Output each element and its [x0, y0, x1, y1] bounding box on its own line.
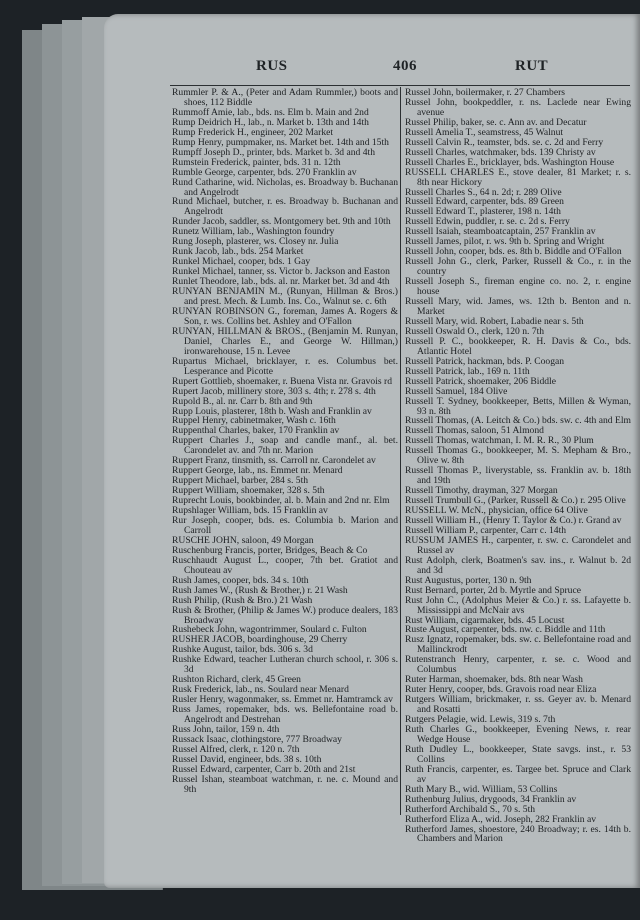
directory-entry: Russell Joseph S., fireman engine co. no. 2, r. engine house [405, 276, 631, 298]
directory-entry: Russell T. Sydney, bookkeeper, Betts, Millen & Wyman, 93 n. 8th [405, 395, 631, 417]
directory-entry: Rush James, cooper, bds. 34 s. 10th [172, 574, 309, 586]
directory-entry: Russack Isaac, clothingstore, 777 Broadway [172, 733, 342, 745]
directory-entry: Ruppert Charles J., soap and candle manf., al. bet. Carondelet av. and 7th nr. Marion [172, 435, 398, 457]
running-head-right: RUT [515, 58, 549, 74]
directory-entry: Rumble George, carpenter, bds. 270 Franklin av [172, 166, 357, 178]
directory-entry: Rutenstranch Henry, carpenter, r. se. c. Wood and Columbus [405, 654, 631, 676]
directory-entry: Rutherford Archibald S., 70 s. 5th [405, 803, 536, 815]
directory-entry: Russell Edward, carpenter, bds. 89 Green [405, 196, 564, 208]
directory-entry: Russell Patrick, shoemaker, 206 Biddle [405, 375, 556, 387]
directory-entry: Ruppert Michael, barber, 284 s. 5th [172, 475, 309, 487]
directory-entry: Russell Thomas P., liverystable, ss. Franklin av. b. 18th and 19th [405, 465, 631, 487]
directory-entry: Russell Mary, wid. James, ws. 12th b. Benton and n. Market [405, 296, 631, 317]
directory-entry: Russell Thomas G., bookkeeper, M. S. Mepham & Bro., Olive w. 8th [405, 445, 631, 467]
directory-entry: Russell Mary, wid. Robert, Labadie near s. 5th [405, 315, 584, 327]
directory-entry: Rupert Jacob, millinery store, 303 s. 4th; r. 278 s. 4th [172, 385, 376, 397]
directory-entry: Rush Philip, (Rush & Bro.) 21 Wash [172, 594, 313, 606]
directory-entry: Rupert Gottlieb, shoemaker, r. Buena Vista nr. Gravois rd [172, 375, 393, 387]
page-number: 406 [393, 58, 417, 74]
directory-entry: Ruth Francis, carpenter, es. Targee bet. Spruce and Clark av [405, 763, 631, 785]
directory-entry: Russel John, bookpeddler, r. ns. Laclede near Ewing avenue [405, 96, 631, 118]
directory-entry: Russell Amelia T., seamstress, 45 Walnut [405, 126, 564, 138]
directory-entry: Ruppert William, shoemaker, 328 s. 5th [172, 485, 325, 497]
directory-entry: Rund Catharine, wid. Nicholas, es. Broadway b. Buchanan and Angelrodt [172, 176, 398, 198]
directory-entry: Russell Trumbull G., (Parker, Russell & Co.) r. 295 Olive [405, 495, 626, 507]
directory-entry: Russ James, ropemaker, bds. ws. Bellefontaine road b. Angelrodt and Destrehan [172, 704, 398, 726]
directory-entry: Rung Joseph, plasterer, ws. Closey nr. Julia [172, 236, 339, 248]
directory-entry: Ruppert George, lab., ns. Emmet nr. Menard [172, 465, 343, 477]
directory-entry: Russell Samuel, 184 Olive [405, 385, 508, 397]
directory-entry: Runkel Michael, tanner, ss. Victor b. Jackson and Easton [172, 266, 390, 278]
directory-entry: Russel Edward, carpenter, Carr b. 20th and 21st [172, 763, 356, 775]
directory-entry: Ruppert Franz, tinsmith, ss. Carroll nr. Carondelet av [172, 455, 376, 467]
directory-entry: Russell John G., clerk, Parker, Russell & Co., r. in the country [405, 256, 631, 278]
left-column [172, 88, 398, 795]
directory-entry: Russell John, cooper, bds. es. 8th b. Biddle and O'Fallon [405, 246, 622, 258]
directory-entry: Rump Frederick H., engineer, 202 Market [172, 126, 334, 138]
directory-entry: Rusk Frederick, lab., ns. Soulard near Menard [172, 684, 349, 696]
directory-entry: Ruter Henry, cooper, bds. Gravois road near Eliza [405, 684, 597, 696]
directory-entry: Russell Charles, watchmaker, bds. 139 Christy av [405, 146, 596, 158]
directory-entry: Russel John, boilermaker, r. 27 Chambers [405, 87, 566, 98]
directory-entry: Russell James, pilot, r. ws. 9th b. Spring and Wright [405, 236, 605, 248]
directory-entry: Runetz William, lab., Washington foundry [172, 226, 335, 238]
directory-entry: Rust William, cigarmaker, bds. 45 Locust [405, 614, 565, 626]
directory-entry: Rust Adolph, clerk, Boatmen's sav. ins., r. Walnut b. 2d and 3d [405, 554, 631, 576]
directory-entry: Rund Michael, butcher, r. es. Broadway b. Buchanan and Angelrodt [172, 196, 398, 218]
directory-entry: Russell Charles S., 64 n. 2d; r. 289 Olive [405, 186, 562, 198]
directory-entry: Russell Thomas, watchman, I. M. R. R., 30 Plum [405, 435, 594, 447]
directory-entry: Russell Patrick, lab., 169 n. 11th [405, 365, 530, 377]
directory-entry: Ruprecht Louis, bookbinder, al. b. Main and 2nd nr. Elm [172, 495, 390, 507]
directory-entry: Rushebeck John, wagontrimmer, Soulard c. Fulton [172, 624, 367, 636]
directory-entry: RUSSELL W. McN., physician, office 64 Olive [405, 505, 588, 517]
directory-entry: Rump Henry, pumpmaker, ns. Market bet. 14th and 15th [172, 136, 389, 148]
directory-entry: Rusler Henry, wagonmaker, ss. Emmet nr. Hamtramck av [172, 694, 393, 706]
directory-entry: Russell Timothy, drayman, 327 Morgan [405, 485, 558, 497]
directory-entry: Rump Deidrich H., lab., n. Market b. 13th and 14th [172, 116, 369, 128]
directory-entry: Rupold B., al. nr. Carr b. 8th and 9th [172, 395, 313, 407]
directory-entry: Rushke Edward, teacher Lutheran church school, r. 306 s. 3d [172, 654, 398, 676]
directory-entry: Ruth Mary B., wid. William, 53 Collins [405, 783, 558, 795]
header-rule [170, 85, 630, 86]
directory-entry: Rushton Richard, clerk, 45 Green [172, 674, 301, 686]
directory-entry: Russell Calvin R., teamster, bds. se. c. 2d and Ferry [405, 136, 604, 148]
directory-entry: Rumstein Frederick, painter, bds. 31 n. 12th [172, 156, 341, 168]
directory-entry: Russell Isaiah, steamboatcaptain, 257 Franklin av [405, 226, 596, 238]
running-head-left: RUS [256, 58, 288, 74]
directory-entry: Rust John C., (Adolphus Meier & Co.) r. ss. Lafayette b. Mississippi and McNair avs [405, 594, 631, 616]
directory-entry: Rur Joseph, cooper, bds. es. Columbia b. Marion and Carroll [172, 514, 398, 536]
right-column [405, 88, 631, 844]
directory-entry: Russell P. C., bookkeeper, R. H. Davis & Co., bds. Atlantic Hotel [405, 335, 631, 357]
directory-entry: Ruth Charles G., bookkeeper, Evening News, r. rear Wedge House [405, 724, 631, 745]
directory-entry: Rushke August, tailor, bds. 306 s. 3d [172, 644, 313, 656]
directory-entry: RUSSUM JAMES H., carpenter, r. sw. c. Carondelet and Russel av [405, 534, 631, 556]
directory-entry: Rumpff Joseph D., printer, bds. Market b. 3d and 4th [172, 146, 376, 158]
directory-entry: Russel Philip, baker, se. c. Ann av. and Decatur [405, 116, 587, 128]
directory-entry: Russel Alfred, clerk, r. 120 n. 7th [172, 743, 300, 755]
directory-entry: RUNYAN BENJAMIN M., (Runyan, Hillman & Bros.) and prest. Mech. & Lumb. Ins. Co., Walnut se. c. 6th [172, 286, 398, 308]
column-divider [400, 87, 401, 815]
directory-entry: Rutgers Pelagie, wid. Lewis, 319 s. 7th [405, 714, 556, 726]
directory-entry: Russell William P., carpenter, Carr c. 14th [405, 524, 567, 536]
directory-entry: Ruschenburg Francis, porter, Bridges, Beach & Co [172, 544, 368, 556]
directory-entry: Russel David, engineer, bds. 38 s. 10th [172, 753, 322, 765]
directory-entry: Rupshlager William, bds. 15 Franklin av [172, 505, 328, 517]
directory-entry: Russell William H., (Henry T. Taylor & Co.) r. Grand av [405, 514, 622, 526]
directory-entry: Rust Augustus, porter, 130 n. 9th [405, 574, 532, 586]
directory-entry: Russell Edwin, puddler, r. se. c. 2d s. Ferry [405, 216, 570, 228]
directory-entry: Ruter Harman, shoemaker, bds. 8th near Wash [405, 674, 583, 686]
directory-entry: Rush James W., (Rush & Brother,) r. 21 Wash [172, 584, 348, 596]
directory-entry: Ruschhaudt August L., cooper, 7th bet. Gratiot and Chouteau av [172, 554, 398, 576]
directory-entry: RUSSELL CHARLES E., stove dealer, 81 Market; r. s. 8th near Hickory [405, 166, 631, 188]
directory-entry: Rusz Ignatz, ropemaker, bds. sw. c. Bellefontaine road and Mallinckrodt [405, 634, 631, 656]
directory-entry: Russell Oswald O., clerk, 120 n. 7th [405, 325, 545, 337]
directory-entry: RUSHER JACOB, boardinghouse, 29 Cherry [172, 634, 348, 646]
directory-entry: Russell Thomas, (A. Leitch & Co.) bds. sw. c. 4th and Elm [405, 415, 631, 427]
directory-entry: RUNYAN ROBINSON G., foreman, James A. Rogers & Son, r. ws. Collins bet. Ashley and O'Fallon [172, 305, 398, 327]
directory-entry: Russell Patrick, hackman, bds. P. Coogan [405, 355, 565, 367]
directory-entry: Rutherford Eliza A., wid. Joseph, 282 Franklin av [405, 813, 597, 825]
directory-entry: Runlet Theodore, lab., bds. al. nr. Market bet. 3d and 4th [172, 276, 390, 288]
directory-entry: Ruth Dudley L., bookkeeper, State savgs. inst., r. 53 Collins [405, 743, 631, 765]
directory-entry: Ruppenthal Charles, baker, 170 Franklin av [172, 425, 340, 437]
directory-entry: Ruthenburg Julius, drygoods, 34 Franklin av [405, 793, 577, 805]
directory-entry: Russell Thomas, saloon, 51 Almond [405, 425, 544, 437]
directory-entry: RUNYAN, HILLMAN & BROS., (Benjamin M. Runyan, Daniel, Charles E., and George W. Hillman,) ironwarehouse, 15 n. Levee [172, 325, 398, 357]
directory-entry: Rutherford James, shoestore, 240 Broadway; r. es. 14th b. Chambers and Marion [405, 823, 631, 845]
directory-entry: Rummoff Amie, lab., bds. ns. Elm b. Main and 2nd [172, 106, 369, 118]
directory-entry: Russel Ishan, steamboat watchman, r. ne. c. Mound and 9th [172, 773, 398, 795]
directory-entry: Rupartus Michael, bricklayer, r. es. Columbus bet. Lesperance and Picotte [172, 355, 398, 377]
directory-entry: Russell Edward T., plasterer, 198 n. 14th [405, 206, 561, 218]
directory-entry: Rummler P. & A., (Peter and Adam Rummler,) boots and shoes, 112 Biddle [172, 87, 398, 108]
directory-entry: Russell Charles E., bricklayer, bds. Washington House [405, 156, 615, 168]
directory-entry: Rust Bernard, porter, 2d b. Myrtle and Spruce [405, 584, 581, 596]
directory-entry: Russ John, tailor, 159 n. 4th [172, 724, 280, 735]
directory-entry: Rush & Brother, (Philip & James W.) produce dealers, 183 Broadway [172, 604, 398, 626]
directory-entry: Runk Jacob, lab., bds. 254 Market [172, 246, 304, 258]
directory-entry: Rutgers William, brickmaker, r. ss. Geyer av. b. Menard and Rosatti [405, 694, 631, 716]
directory-entry: Ruppel Henry, cabinetmaker, Wash c. 16th [172, 415, 336, 427]
directory-entry: Ruste August, carpenter, bds. nw. c. Biddle and 11th [405, 624, 606, 636]
directory-entry: Runkel Michael, cooper, bds. 1 Gay [172, 256, 311, 268]
directory-entry: RUSCHE JOHN, saloon, 49 Morgan [172, 534, 314, 546]
directory-entry: Runder Jacob, saddler, ss. Montgomery bet. 9th and 10th [172, 216, 391, 228]
directory-entry: Rupp Louis, plasterer, 18th b. Wash and Franklin av [172, 405, 372, 417]
